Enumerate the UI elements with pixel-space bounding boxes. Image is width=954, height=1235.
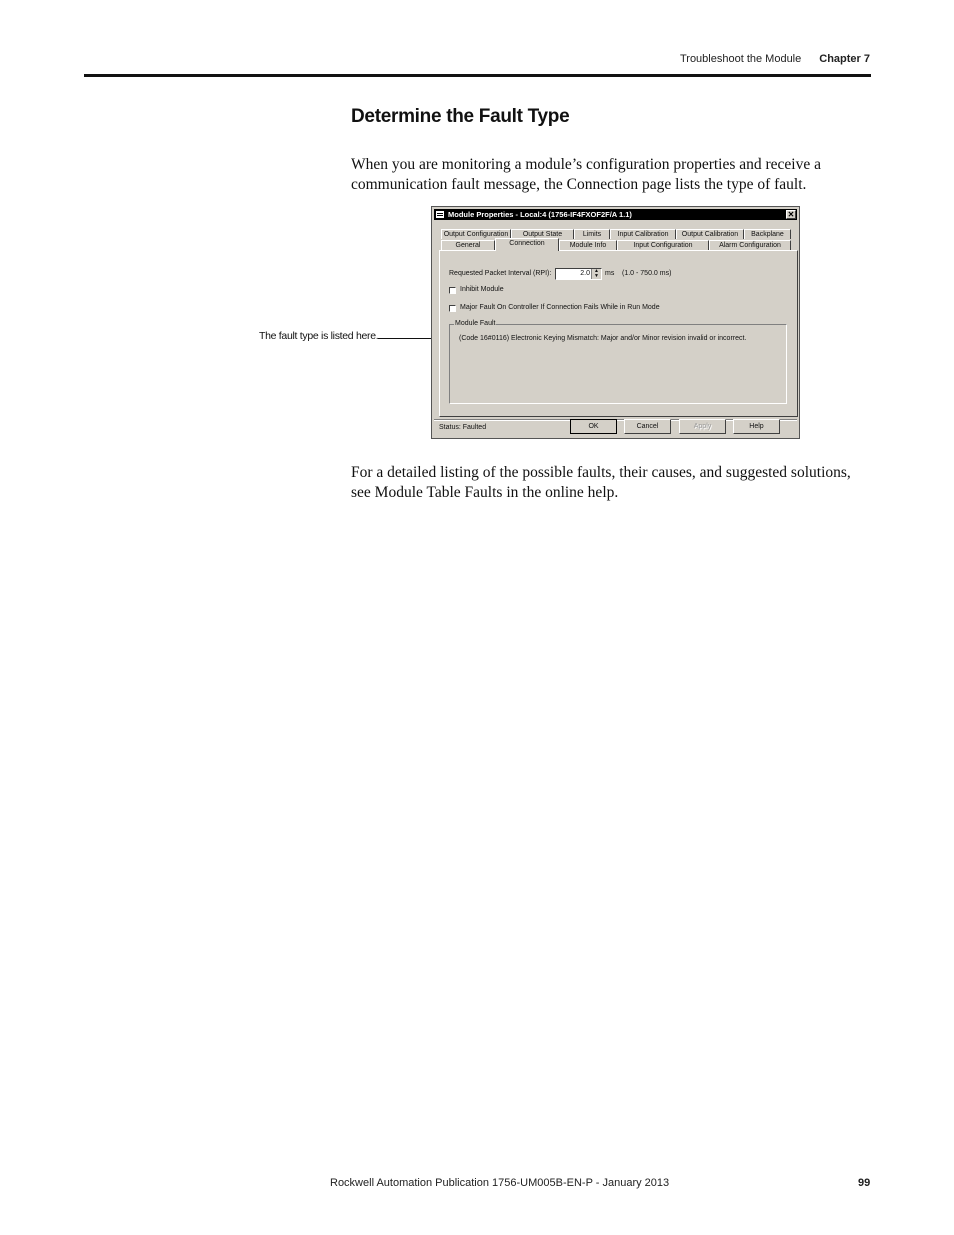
tab-output-configuration[interactable]: Output Configuration [441, 229, 511, 239]
rpi-value[interactable]: 2.0 [580, 270, 590, 277]
status-text: Status: Faulted [439, 424, 487, 431]
header-rule [84, 74, 871, 77]
help-button[interactable]: Help [733, 419, 780, 434]
dialog-titlebar[interactable] [434, 209, 797, 220]
section-title: Determine the Fault Type [351, 106, 570, 127]
rpi-spinner[interactable] [555, 268, 602, 280]
major-fault-checkbox[interactable] [449, 305, 456, 312]
close-icon[interactable]: ✕ [787, 210, 795, 219]
rpi-label: Requested Packet Interval (RPI): [449, 270, 552, 277]
major-fault-label: Major Fault On Controller If Connection Fails While in Run Mode [460, 304, 660, 311]
callout-label: The fault type is listed here. [259, 330, 379, 342]
tab-general[interactable]: General [441, 240, 495, 250]
inhibit-module-label: Inhibit Module [460, 286, 504, 293]
running-header [680, 53, 870, 65]
module-fault-group [449, 320, 787, 404]
inhibit-module-checkbox[interactable] [449, 287, 456, 294]
rpi-unit: ms [605, 270, 615, 277]
tab-input-calibration[interactable]: Input Calibration [610, 229, 676, 239]
cancel-button[interactable]: Cancel [624, 419, 671, 434]
intro-paragraph: When you are monitoring a module’s configuration properties and receive a communication fault message, the Connection page lists the type of fault. [351, 156, 822, 193]
tab-row-top [441, 229, 791, 239]
header-chapter: Chapter 7 [819, 53, 870, 65]
module-fault-text: (Code 16#0116) Electronic Keying Mismatch: Major and/or Minor revision invalid or incorrect. [459, 335, 747, 342]
tab-output-calibration[interactable]: Output Calibration [676, 229, 744, 239]
page-number: 99 [858, 1177, 871, 1189]
apply-button[interactable]: Apply [679, 419, 726, 434]
tab-module-info[interactable]: Module Info [559, 240, 617, 250]
tab-alarm-configuration[interactable]: Alarm Configuration [709, 240, 791, 250]
window-icon [436, 211, 444, 218]
module-fault-legend: Module Fault [455, 320, 496, 327]
tab-limits[interactable]: Limits [574, 229, 610, 239]
tab-backplane[interactable]: Backplane [744, 229, 791, 239]
rpi-range: (1.0 - 750.0 ms) [622, 270, 672, 277]
ok-button[interactable]: OK [570, 419, 617, 434]
footer-publication: Rockwell Automation Publication 1756-UM005B-EN-P - January 2013 [330, 1177, 670, 1189]
dialog-title: Module Properties - Local:4 (1756-IF4FXOF2F/A 1.1) [448, 210, 632, 219]
tab-output-state[interactable]: Output State [511, 229, 574, 239]
followup-paragraph: For a detailed listing of the possible faults, their causes, and suggested solutions, see Module Table Faults in the online help. [351, 464, 851, 501]
spinner-arrows-icon[interactable]: ▲ ▼ [591, 269, 601, 279]
module-properties-dialog [431, 206, 800, 439]
tab-connection[interactable]: Connection [495, 238, 559, 251]
tab-input-configuration[interactable]: Input Configuration [617, 240, 709, 250]
header-section: Troubleshoot the Module [679, 53, 802, 65]
